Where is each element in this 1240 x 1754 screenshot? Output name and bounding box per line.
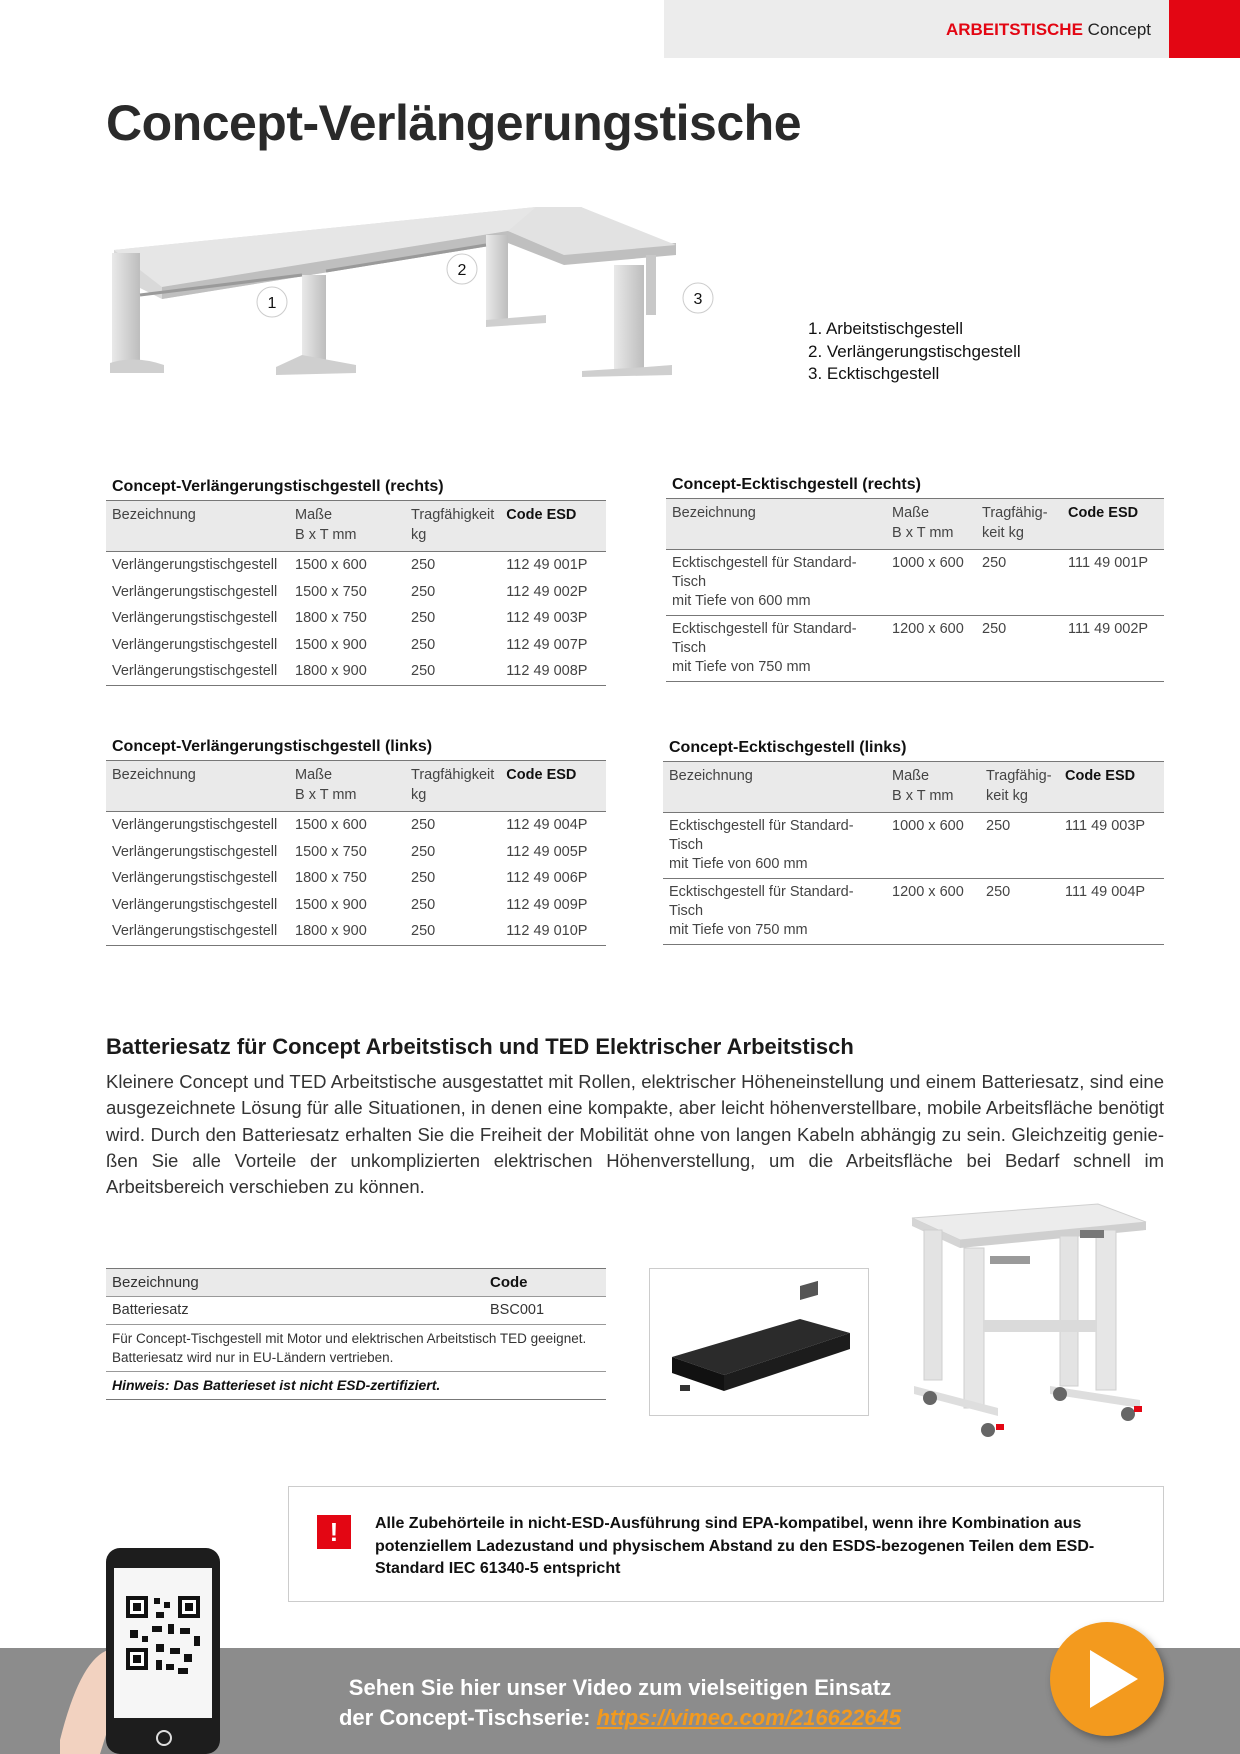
- table-caption: Concept-Ecktischgestell (links): [669, 739, 907, 756]
- col-header: Tragfähig- keit kg: [976, 499, 1062, 550]
- table-caption: Concept-Verlängerungstischgestell (rechts): [112, 478, 444, 495]
- play-icon: [1050, 1622, 1164, 1736]
- table-corner-left: [663, 739, 1164, 945]
- workbench-illustration: [106, 195, 766, 425]
- exclamation-icon: !: [317, 1515, 351, 1549]
- col-header: Tragfähigkeit kg: [405, 501, 500, 552]
- mobile-workbench-image: [900, 1200, 1150, 1470]
- col-header: Tragfähigkeit kg: [405, 761, 500, 812]
- table-hint-row: Hinweis: Das Batterieset ist nicht ESD-zertifiziert.: [106, 1372, 606, 1400]
- battery-section-title: Batteriesatz für Concept Arbeitstisch und TED Elektrischer Arbeitstisch: [106, 1034, 854, 1059]
- callout-2: [447, 254, 477, 284]
- col-header: Code ESD: [1062, 499, 1164, 550]
- table-extension-left: [106, 738, 606, 946]
- svg-text:1: 1: [267, 295, 277, 312]
- play-button[interactable]: [1050, 1622, 1164, 1736]
- table-caption: Concept-Ecktischgestell (rechts): [672, 476, 921, 493]
- svg-text:3: 3: [693, 291, 703, 308]
- battery-pack-icon: [650, 1269, 868, 1415]
- col-header: Bezeichnung: [663, 762, 886, 813]
- esd-notice: [288, 1486, 1164, 1602]
- table-row: Verlängerungstischgestell 1500 x 750 250 112 49 005P: [112, 843, 588, 860]
- col-header: Maße B x T mm: [886, 499, 976, 550]
- col-header: Code ESD: [500, 761, 606, 812]
- callout-3: [683, 283, 713, 313]
- col-header: Bezeichnung: [666, 499, 886, 550]
- col-header: Code ESD: [500, 501, 606, 552]
- table-caption: Concept-Verlängerungstischgestell (links): [112, 738, 433, 755]
- col-header: Code: [484, 1269, 606, 1297]
- col-header: Bezeichnung: [106, 501, 289, 552]
- battery-pack-image: [649, 1268, 869, 1416]
- video-link[interactable]: https://vimeo.com/216622645: [596, 1705, 902, 1730]
- table-corner-right: [666, 476, 1164, 682]
- col-header: Maße B x T mm: [289, 501, 405, 552]
- col-header: Maße B x T mm: [886, 762, 980, 813]
- table-row: Verlängerungstischgestell 1800 x 900 250 112 49 008P: [106, 658, 606, 685]
- table-row: Verlängerungstischgestell 1800 x 750 250 112 49 003P: [112, 610, 588, 626]
- table-row: Verlängerungstischgestell 1800 x 900 250 112 49 010P: [106, 918, 606, 945]
- table-row: Verlängerungstischgestell 1500 x 900 250 112 49 007P: [112, 636, 588, 653]
- table-row: Ecktischgestell für Standard-Tisch mit Tiefe von 600 mm 1000 x 600 250 111 49 003P: [663, 813, 1164, 879]
- table-note-row: Für Concept-Tischgestell mit Motor und elektrischen Arbeitstisch TED geeignet. Batteriesatz wird nur in EU-Ländern vertrieben.: [106, 1325, 606, 1372]
- svg-text:2: 2: [457, 262, 467, 279]
- notice-text: Alle Zubehörteile in nicht-ESD-Ausführung sind EPA-kompatibel, wenn ihre Kombination aus potenziellem Ladezustand und physischem Abstand zu den ESDS-bezogenen Teilen dem ESD-Standard IEC 61340-5 entspricht: [375, 1515, 1095, 1577]
- footer-video-text: Sehen Sie hier unser Video zum vielseitigen Einsatz der Concept-Tischserie: https://vimeo.com/216622645: [338, 1675, 902, 1730]
- table-row: Verlängerungstischgestell 1500 x 600 250 112 49 001P: [112, 557, 588, 573]
- table-battery: [106, 1268, 606, 1400]
- table-row: Ecktischgestell für Standard-Tisch mit Tiefe von 750 mm 1200 x 600 250 111 49 004P: [663, 879, 1164, 945]
- col-header: Maße B x T mm: [289, 761, 405, 812]
- col-header: Code ESD: [1059, 762, 1164, 813]
- header-label: ARBEITSTISCHE Concept: [945, 20, 1151, 39]
- table-row: Verlängerungstischgestell 1500 x 600 250 112 49 004P: [112, 817, 588, 833]
- table-row: Batteriesatz BSC001: [106, 1297, 606, 1325]
- component-legend: [808, 318, 1021, 386]
- col-header: Bezeichnung: [106, 761, 289, 812]
- header-bar: [664, 0, 1169, 58]
- callout-1: [257, 287, 287, 317]
- page-title: Concept-Verlängerungstische: [106, 95, 801, 151]
- col-header: Bezeichnung: [106, 1269, 484, 1297]
- legend-item: 1. Arbeitstischgestell: [808, 319, 963, 338]
- table-row: Verlängerungstischgestell 1500 x 900 250 112 49 009P: [112, 896, 588, 913]
- legend-item: 3. Ecktischgestell: [808, 364, 940, 383]
- table-row: Verlängerungstischgestell 1500 x 750 250 112 49 002P: [112, 583, 588, 600]
- table-row: Ecktischgestell für Standard-Tisch mit Tiefe von 600 mm 1000 x 600 250 111 49 001P: [666, 550, 1164, 616]
- col-header: Tragfähig- keit kg: [980, 762, 1059, 813]
- table-row: Verlängerungstischgestell 1800 x 750 250 112 49 006P: [112, 870, 588, 886]
- battery-description: Kleinere Concept und TED Arbeitstische ausgestattet mit Rollen, elektrischer Höheneinstellung und einem Batteriesatz, sind eine ausgezeichnete Lösung für alle Situationen, in denen eine kompakte, aber leicht höhenverstellbare, mobile Arbeitsfläche benötigt wird. Durch den Batteriesatz erhalten Sie die Freiheit der Mobilität ohne von langen Kabeln abhängig zu sein. Gleichzeitig genießen Sie alle Vorteile der unkomplizierten elektrischen Höhenverstellung, um die Arbeitsfläche bei Bedarf schnell im Arbeitsbereich verschieben zu können.: [106, 1071, 1164, 1198]
- table-row: Ecktischgestell für Standard-Tisch mit Tiefe von 750 mm 1200 x 600 250 111 49 002P: [666, 616, 1164, 682]
- table-extension-right: [106, 478, 606, 686]
- legend-item: 2. Verlängerungstischgestell: [808, 341, 1021, 361]
- brand-tab: [1169, 0, 1240, 58]
